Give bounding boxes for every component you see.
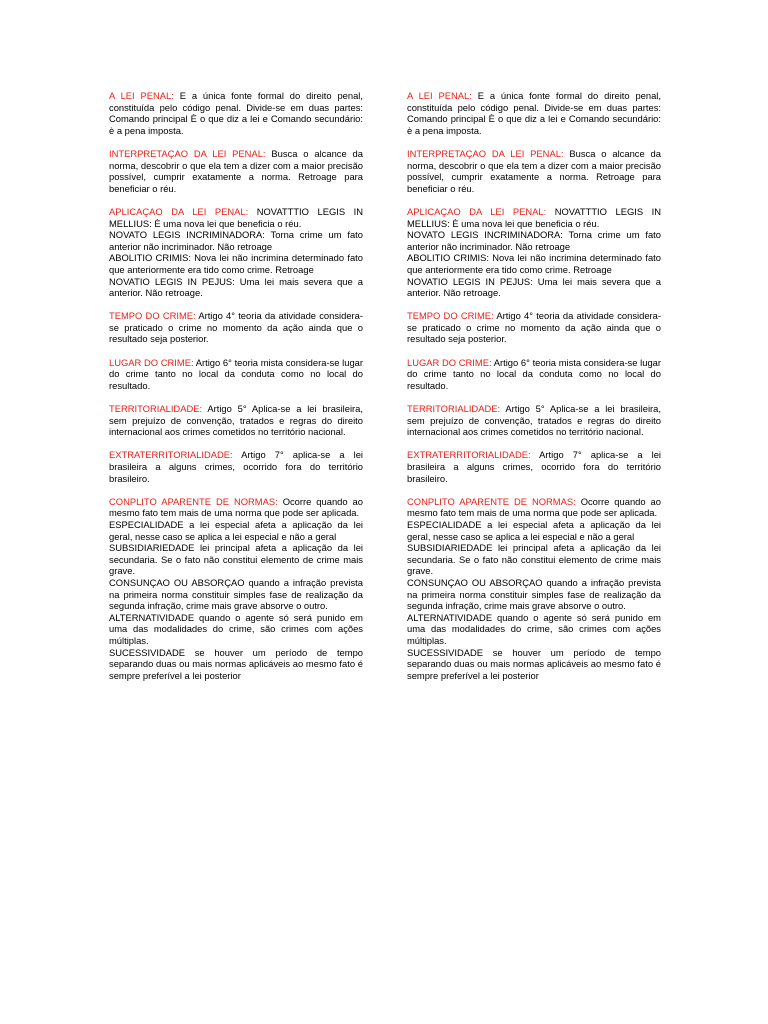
paragraph [109, 252, 363, 275]
paragraph [407, 206, 661, 229]
paragraph-text: Artigo 7° aplica-se a lei brasileira a alguns crimes, ocorrido fora do território brasileiro. [109, 449, 363, 484]
paragraph-text: Artigo 6° teoria mista considera-se lugar do crime tanto no local da conduta como no local do resultado. [407, 356, 661, 391]
paragraph [109, 403, 363, 438]
paragraph [109, 647, 363, 682]
paragraph [109, 542, 363, 577]
paragraph-text: E a única fonte formal do direito penal, constituída pelo código penal. Divide-se em duas partes: Comando principal È o que diz a lei e Comando secundário: è a pena imposta. [109, 90, 363, 136]
section [109, 148, 363, 194]
paragraph [109, 148, 363, 194]
paragraph [407, 449, 661, 484]
left-column [109, 90, 363, 693]
paragraph-text: NOVATO LEGIS INCRIMINADORA: Torna crime um fato anterior não incriminador. Não retroage [109, 229, 363, 252]
paragraph-text: SUBSIDIARIEDADE lei principal afeta a aplicação da lei secundaria. Se o fato não constitui elemento de crime mais grave. [407, 542, 661, 577]
section [407, 310, 661, 345]
paragraph [407, 496, 661, 519]
paragraph-text: NOVATIO LEGIS IN PEJUS: Uma lei mais severa que a anterior. Não retroage. [407, 275, 661, 299]
section-heading: TEMPO DO CRIME: [407, 310, 494, 322]
paragraph-text: Busca o alcance da norma, descobrir o que ela tem a dizer com a maior precisão possível, cumprir exatamente a norma. Retroage para beneficiar o réu. [109, 147, 363, 194]
section-heading: TEMPO DO CRIME: [109, 310, 196, 322]
paragraph [407, 647, 661, 682]
paragraph-text: Artigo 5° Aplica-se a lei brasileira, sem prejuízo de convenção, tratados e regras do direito internacional aos crimes cometidos no território nacional. [109, 403, 363, 438]
paragraph-text: ABOLITIO CRIMIS: Nova lei não incrimina determinado fato que anteriormente era tido como crime. Retroage [407, 252, 661, 275]
paragraph-text: Busca o alcance da norma, descobrir o que ela tem a dizer com a maior precisão possível, cumprir exatamente a norma. Retroage para beneficiar o réu. [407, 147, 661, 194]
paragraph-text: ALTERNATIVIDADE quando o agente só será punido em uma das modalidades do crime, são crimes com ações múltiplas. [109, 611, 363, 646]
section-heading: CONPLITO APARENTE DE NORMAS: [407, 495, 576, 507]
section [109, 206, 363, 299]
paragraph-text: ESPECIALIDADE a lei especial afeta a aplicação da lei geral, nesse caso se aplica a lei especial e não a geral [407, 518, 661, 542]
paragraph-text: SUCESSIVIDADE se houver um período de tempo separando duas ou mais normas aplicáveis ao mesmo fato é sempre preferível a lei posterior [407, 646, 661, 681]
section [109, 90, 363, 136]
paragraph-text: ALTERNATIVIDADE quando o agente só será punido em uma das modalidades do crime, são crimes com ações múltiplas. [407, 611, 661, 646]
paragraph-text: Artigo 6° teoria mista considera-se lugar do crime tanto no local da conduta como no local do resultado. [109, 356, 363, 391]
paragraph [109, 90, 363, 136]
section [109, 357, 363, 392]
paragraph [109, 229, 363, 252]
paragraph-text: CONSUNÇAO OU ABSORÇAO quando a infração prevista na primeira norma constituir simples fase de realização da segunda infração, crime mais grave absorve o outro. [109, 576, 363, 612]
right-column [407, 90, 661, 693]
paragraph [407, 310, 661, 345]
paragraph [109, 449, 363, 484]
section-heading: LUGAR DO CRIME: [109, 356, 194, 368]
section-heading: LUGAR DO CRIME: [407, 356, 492, 368]
section [109, 449, 363, 484]
paragraph [407, 577, 661, 612]
paragraph [407, 542, 661, 577]
paragraph [407, 148, 661, 194]
paragraph [407, 90, 661, 136]
section-heading: CONPLITO APARENTE DE NORMAS: [109, 495, 278, 507]
paragraph [109, 612, 363, 647]
paragraph [407, 276, 661, 299]
section-heading: APLICAÇAO DA LEI PENAL: [407, 205, 547, 217]
section [407, 449, 661, 484]
paragraph-text: ESPECIALIDADE a lei especial afeta a aplicação da lei geral, nesse caso se aplica a lei especial e não a geral [109, 518, 363, 542]
section-heading: INTERPRETAÇAO DA LEI PENAL: [407, 147, 564, 159]
section [407, 357, 661, 392]
section-heading: EXTRATERRITORIALIDADE: [109, 449, 233, 461]
section-heading: EXTRATERRITORIALIDADE: [407, 449, 531, 461]
paragraph-text: NOVATIO LEGIS IN PEJUS: Uma lei mais severa que a anterior. Não retroage. [109, 275, 363, 299]
paragraph [109, 496, 363, 519]
paragraph-text: SUCESSIVIDADE se houver um período de tempo separando duas ou mais normas aplicáveis ao mesmo fato é sempre preferível a lei posterior [109, 646, 363, 681]
paragraph [109, 310, 363, 345]
section-heading: APLICAÇAO DA LEI PENAL: [109, 205, 249, 217]
section [407, 496, 661, 682]
paragraph [109, 276, 363, 299]
section-heading: TERRITORIALIDADE: [407, 403, 501, 415]
paragraph-text: Ocorre quando ao mesmo fato tem mais de uma norma que pode ser aplicada. [109, 495, 363, 519]
paragraph-text: Artigo 5° Aplica-se a lei brasileira, sem prejuízo de convenção, tratados e regras do direito internacional aos crimes cometidos no território nacional. [407, 403, 661, 438]
section-heading: INTERPRETAÇAO DA LEI PENAL: [109, 147, 266, 159]
paragraph-text: NOVATTTIO LEGIS IN MELLIUS: È uma nova lei que beneficia o réu. [407, 205, 661, 229]
paragraph-text: NOVATTTIO LEGIS IN MELLIUS: È uma nova lei que beneficia o réu. [109, 205, 363, 229]
section-heading: TERRITORIALIDADE: [109, 403, 203, 415]
paragraph [407, 519, 661, 542]
paragraph [109, 206, 363, 229]
section [109, 310, 363, 345]
paragraph [407, 403, 661, 438]
paragraph-text: E a única fonte formal do direito penal, constituída pelo código penal. Divide-se em duas partes: Comando principal È o que diz a lei e Comando secundário: è a pena imposta. [407, 90, 661, 136]
paragraph-text: Artigo 7° aplica-se a lei brasileira a alguns crimes, ocorrido fora do território brasileiro. [407, 449, 661, 484]
paragraph [407, 612, 661, 647]
paragraph-text: Artigo 4° teoria da atividade considera-se praticado o crime no momento da ação ainda que o resultado seja posterior. [109, 310, 364, 345]
paragraph-text: Artigo 4° teoria da atividade considera-se praticado o crime no momento da ação ainda que o resultado seja posterior. [407, 310, 662, 345]
paragraph-text: ABOLITIO CRIMIS: Nova lei não incrimina determinado fato que anteriormente era tido como crime. Retroage [109, 252, 363, 275]
paragraph [407, 357, 661, 392]
section [407, 206, 661, 299]
section-heading: A LEI PENAL: [407, 90, 472, 101]
section [407, 148, 661, 194]
paragraph [109, 519, 363, 542]
section-heading: A LEI PENAL: [109, 90, 174, 101]
section [109, 403, 363, 438]
section [109, 496, 363, 682]
section [407, 90, 661, 136]
section [407, 403, 661, 438]
paragraph-text: NOVATO LEGIS INCRIMINADORA: Torna crime um fato anterior não incriminador. Não retroage [407, 229, 661, 252]
paragraph-text: Ocorre quando ao mesmo fato tem mais de uma norma que pode ser aplicada. [407, 495, 661, 519]
paragraph [407, 229, 661, 252]
paragraph [109, 577, 363, 612]
paragraph [407, 252, 661, 275]
paragraph-text: CONSUNÇAO OU ABSORÇAO quando a infração prevista na primeira norma constituir simples fase de realização da segunda infração, crime mais grave absorve o outro. [407, 576, 661, 612]
paragraph [109, 357, 363, 392]
paragraph-text: SUBSIDIARIEDADE lei principal afeta a aplicação da lei secundaria. Se o fato não constitui elemento de crime mais grave. [109, 542, 363, 577]
